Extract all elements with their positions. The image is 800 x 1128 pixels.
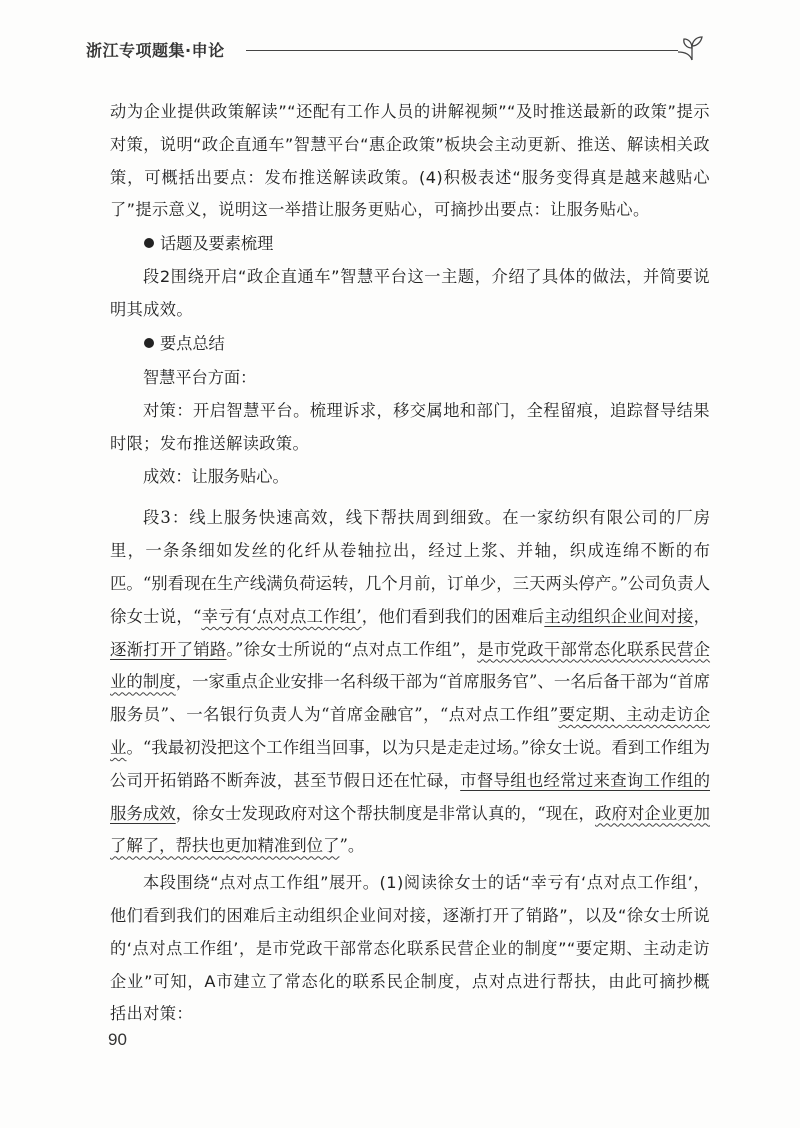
bullet-dot-icon	[144, 238, 154, 248]
header-title: 浙江专项题集·申论	[86, 41, 225, 60]
bullet-heading-text: 话题及要素梳理	[160, 234, 274, 254]
paragraph-continued: 动为企业提供政策解读”“还配有工作人员的讲解视频”“及时推送最新的政策”提示对策，说明“政企直通车”智慧平台“惠企政策”板块会主动更新、推送、解读相关政策，可概括出要点：发布推送解读政策。(4)积极表述“服务变得真是越来越贴心了”提示意义，说明这一举措让服务更贴心，可摘抄出要点：让服务贴心。	[110, 102, 710, 220]
bullet-heading-text: 要点总结	[160, 333, 225, 353]
text-run: 。“我最初没把这个工作组当回事，以为只是走走过场。”徐女士说。看到工作组为公司开拓销路不断奔波，甚至节假日还在忙碌，	[110, 737, 711, 790]
underlined-text: 政府对企业更加了解了，帮扶也更加精准到位了	[110, 803, 710, 856]
underlined-text: 逐渐打开了销路	[110, 639, 227, 659]
text-run: ，一家重点企业安排一名科级干部为“首席服务官”、一名后备干部为“首席服务员”、一名银行负责人为“首席金融官”，“点对点工作组”	[110, 672, 711, 725]
page-header	[86, 34, 718, 62]
underlined-text: 主动组织企业间对接	[544, 606, 694, 626]
paragraph-topic-summary: 段2围绕开启“政企直通车”智慧平台这一主题，介绍了具体的做法，并简要说明其成效。	[110, 267, 710, 319]
bullet-heading-points	[110, 327, 710, 361]
bullet-dot-icon	[144, 338, 154, 348]
text-run: 。”徐女士所说的“点对点工作组”，	[226, 639, 478, 659]
header-rule	[246, 50, 678, 51]
analysis-paragraph: 本段围绕“点对点工作组”展开。(1)阅读徐女士的话“幸亏有‘点对点工作组’，他们看到我们的困难后主动组织企业间对接，逐渐打开了销路”，以及“徐女士所说的‘点对点工作组’，是市党政干部常态化联系民营企业的制度”“要定期、主动走访企业”可知，A市建立了常态化的联系民企制度，点对点进行帮扶，由此可摘抄概括出对策：	[110, 873, 710, 1024]
underlined-text: 幸亏有‘点对点工作组’	[201, 606, 362, 626]
text-run: ，	[693, 606, 710, 626]
underlined-text: 市督导组也经常过来查询工作组的服务成效	[110, 770, 711, 823]
source-paragraph-3	[110, 502, 710, 863]
bullet-heading-topic	[110, 227, 710, 261]
text-run: 段3：线上服务快速高效，线下帮扶周到细致。在一家纺织有限公司的厂房里，一条条细如发丝的化纤从卷轴拉出，经过上浆、并轴，织成连绵不断的布匹。“别看现在生产线满负荷运转，几个月前，订单少，三天两头停产。”公司负责人徐女士说，“	[110, 508, 710, 626]
sprout-icon	[674, 34, 710, 64]
underlined-text: 要定期、主动走访企业	[110, 705, 710, 757]
smart-platform-label: 智慧平台方面：	[143, 367, 257, 387]
page-number: 90	[108, 1030, 127, 1049]
page-content	[110, 96, 710, 1031]
text-run: ，徐女士发现政府对这个帮扶制度是非常认真的，“现在，	[175, 803, 595, 823]
text-run: ”。	[339, 836, 365, 856]
underlined-text: 是市党政干部常态化联系民营企业的制度	[110, 639, 711, 692]
measures-line: 对策：开启智慧平台。梳理诉求，移交属地和部门，全程留痕，追踪督导结果时限；发布推送解读政策。	[110, 400, 710, 453]
effect-line: 成效：让服务贴心。	[143, 467, 289, 487]
text-run: ，他们看到我们的困难后	[361, 606, 545, 626]
